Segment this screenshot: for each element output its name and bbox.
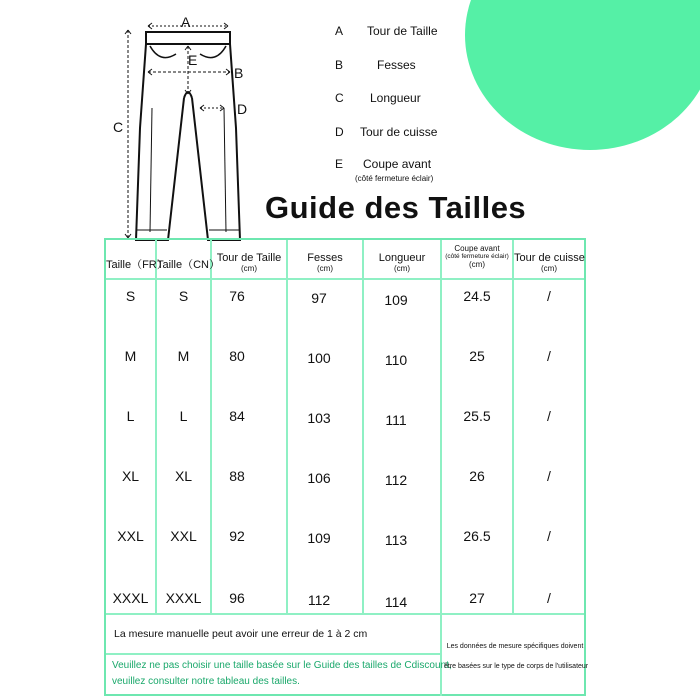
table-cell: /: [547, 468, 551, 484]
legend-letter: E: [335, 157, 344, 171]
table-cell: 100: [307, 350, 331, 366]
table-cell: 110: [384, 352, 408, 368]
legend-letter: D: [335, 125, 344, 139]
table-cell: XL: [121, 468, 140, 484]
table-cell: /: [547, 408, 551, 424]
dimension-letter-d: D: [237, 101, 248, 117]
table-cell: 106: [307, 470, 331, 486]
legend-label: Fesses: [377, 58, 416, 72]
legend-label: Longueur: [370, 91, 421, 105]
table-cell: 92: [229, 528, 245, 544]
table-cell: /: [547, 348, 551, 364]
table-cell: XL: [174, 468, 193, 484]
column-header-label: Tour de cuisse: [514, 252, 585, 264]
table-cell: S: [178, 288, 189, 304]
table-cell: 26: [469, 468, 485, 484]
column-header-unit: (cm): [469, 260, 485, 269]
legend-letter: B: [335, 58, 344, 72]
table-cell: XXL: [170, 528, 197, 544]
table-cell: 76: [229, 288, 245, 304]
table-cell: 109: [384, 292, 408, 308]
legend-label: Tour de Taille: [367, 24, 438, 38]
advice-line: veuillez consulter notre tableau des tailles.: [112, 676, 300, 687]
dimension-letter-a: A: [181, 14, 191, 30]
size-table: [104, 238, 589, 696]
table-cell: 96: [229, 590, 245, 606]
measurement-note-line: Les données de mesure spécifiques doivent: [446, 643, 584, 650]
table-cell: /: [547, 528, 551, 544]
column-header-label: Longueur: [378, 252, 426, 264]
table-cell: 112: [307, 592, 331, 608]
dimension-letter-e: E: [188, 52, 198, 68]
column-header-label: Fesses: [307, 252, 343, 264]
table-cell: 88: [229, 468, 245, 484]
measurement-note: [444, 643, 589, 670]
column-header: [364, 252, 440, 273]
column-header: [288, 252, 362, 273]
column-header: [157, 256, 220, 272]
advice-note: [112, 658, 452, 690]
table-cell: 114: [384, 594, 408, 610]
table-cell: S: [125, 288, 136, 304]
error-note: La mesure manuelle peut avoir une erreur de 1 à 2 cm: [114, 628, 368, 640]
table-cell: /: [547, 590, 551, 606]
table-cell: 103: [307, 410, 331, 426]
column-header: [442, 244, 512, 269]
measurement-note-line: être basées sur le type de corps de l'utilisateur: [444, 663, 589, 670]
trousers-diagram: [100, 8, 270, 243]
column-header: [514, 252, 584, 273]
table-cell: XXL: [117, 528, 144, 544]
table-divider: [106, 653, 440, 655]
dimension-letter-b: B: [234, 65, 244, 81]
dimension-letter-c: C: [113, 119, 124, 135]
table-cell: 27: [469, 590, 485, 606]
column-header-unit: (cm): [394, 264, 410, 273]
table-cell: 113: [384, 532, 408, 548]
table-divider: [106, 613, 584, 615]
column-header: [212, 252, 286, 273]
decorative-green-circle: [465, 0, 700, 150]
table-cell: 25.5: [463, 408, 491, 424]
column-header-unit: (cm): [317, 264, 333, 273]
legend-note: (côté fermeture éclair): [355, 174, 434, 183]
table-cell: 80: [229, 348, 245, 364]
table-cell: 24.5: [463, 288, 491, 304]
column-header-label: Taille（CN）: [157, 259, 220, 271]
column-header: [106, 256, 168, 272]
table-cell: XXXL: [165, 590, 202, 606]
column-header-label: Coupe avant: [454, 244, 500, 253]
table-cell: 97: [311, 290, 327, 306]
column-header-label: Taille（FR）: [106, 259, 168, 271]
table-cell: L: [126, 408, 135, 424]
advice-line: Veuillez ne pas choisir une taille basée sur le Guide des tailles de Cdiscount,: [112, 660, 452, 671]
legend-label: Coupe avant: [363, 157, 432, 171]
column-header-label: Tour de Taille: [216, 252, 282, 264]
table-cell: M: [124, 348, 137, 364]
table-cell: 25: [469, 348, 485, 364]
column-header-unit: (cm): [241, 264, 257, 273]
table-cell: 111: [385, 412, 407, 428]
table-cell: M: [177, 348, 190, 364]
table-cell: 112: [384, 472, 408, 488]
column-header-unit: (cm): [541, 264, 557, 273]
page-title: Guide des Tailles: [265, 190, 527, 225]
table-cell: L: [179, 408, 188, 424]
table-cell: XXXL: [112, 590, 149, 606]
table-cell: 84: [229, 408, 245, 424]
table-cell: 109: [307, 530, 331, 546]
table-cell: /: [547, 288, 551, 304]
table-divider: [106, 278, 584, 280]
legend-letter: C: [335, 91, 344, 105]
table-cell: 26.5: [463, 528, 491, 544]
legend-letter: A: [335, 24, 344, 38]
column-header-note: (côté fermeture éclair): [445, 253, 509, 260]
legend-label: Tour de cuisse: [360, 125, 438, 139]
trousers-outline-icon: [100, 8, 270, 243]
